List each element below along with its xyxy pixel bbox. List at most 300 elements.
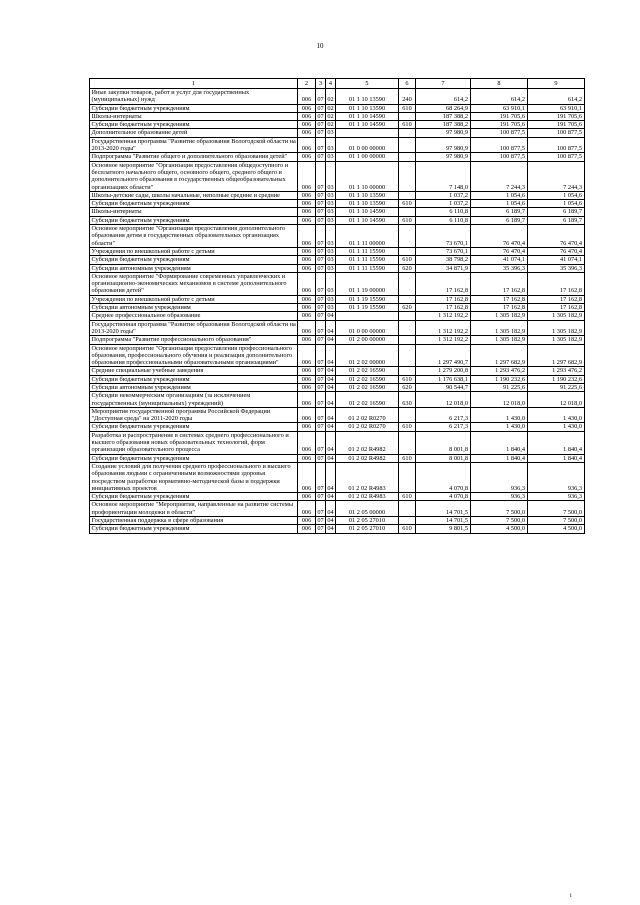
header-cell: 6	[399, 79, 416, 89]
amount-year2-cell: 100 877,5	[471, 153, 528, 161]
target-article-cell: 01 1 10 00000	[336, 161, 399, 191]
section-code-cell: 07	[317, 200, 324, 208]
item-name-cell: Субсидии бюджетным учреждениям	[90, 423, 298, 431]
table-row	[90, 104, 585, 112]
item-name-cell: Субсидии бюджетным учреждениям	[90, 525, 298, 533]
subsection-code-cell: 03	[327, 216, 334, 224]
item-name-cell: Субсидии автономным учреждениям	[90, 304, 298, 312]
section-code-cell: 07	[316, 320, 326, 336]
expense-type-cell	[399, 112, 416, 120]
target-article-cell: 01 2 02 R0270	[336, 423, 399, 431]
table-header-row	[90, 79, 585, 89]
section-code-cell: 07	[316, 89, 326, 105]
amount-year1-cell: 1 037,2	[416, 200, 471, 208]
amount-year2-cell: 1 305 182,9	[471, 312, 528, 320]
header-cell: 3	[316, 79, 326, 89]
target-article-cell: 01 2 05 27010	[336, 517, 399, 525]
expense-type-cell	[399, 191, 416, 199]
section-code-cell: 07	[316, 161, 326, 191]
expense-type-cell: 610	[399, 200, 416, 208]
amount-year2-cell: 1 054,6	[471, 191, 528, 199]
table-row	[90, 247, 585, 255]
amount-year3-cell: 7 500,0	[528, 501, 585, 517]
subsection-code-cell: 04	[327, 375, 334, 383]
table-row	[90, 525, 585, 533]
header-cell: 2	[298, 79, 316, 89]
admin-code-cell: 006	[298, 216, 316, 224]
expense-type-cell	[399, 320, 416, 336]
expense-type-cell: 610	[399, 454, 416, 462]
target-article-cell: 01 2 02 R4983	[336, 493, 399, 501]
subsection-code-cell: 04	[327, 312, 334, 320]
amount-year1-cell: 97 980,9	[416, 153, 471, 161]
admin-code-cell: 006	[298, 153, 316, 161]
item-name-cell: Государственная программа "Развитие образования Вологодской области на 2013-2020 годы"	[91, 320, 296, 335]
target-article-cell	[336, 312, 399, 320]
expense-type-cell: 610	[399, 121, 416, 129]
budget-table	[89, 78, 585, 534]
target-article-cell: 01 1 11 15590	[336, 247, 399, 255]
amount-year3-cell: 191 705,6	[528, 112, 585, 120]
item-name-cell: Основное мероприятие "Мероприятия, направленные на развитие системы профориентации молодежи в области"	[90, 501, 298, 517]
expense-type-cell	[399, 225, 416, 248]
amount-year2-cell: 1 054,6	[471, 200, 528, 208]
expense-type-cell: 610	[399, 493, 416, 501]
table-row	[90, 121, 585, 129]
table-row	[90, 264, 585, 272]
subsection-code-cell: 04	[327, 454, 334, 462]
amount-year1-cell: 68 264,9	[416, 104, 471, 112]
expense-type-cell	[399, 367, 416, 375]
amount-year3-cell: 17 162,8	[528, 304, 585, 312]
item-name-cell: Субсидии бюджетным учреждениям	[90, 454, 298, 462]
subsection-code-cell: 03	[326, 225, 336, 248]
admin-code-cell: 006	[298, 312, 316, 320]
item-name-cell: Субсидии бюджетным учреждениям	[90, 200, 298, 208]
header-cell: 8	[471, 79, 528, 89]
admin-code-cell: 006	[298, 431, 316, 454]
admin-code-cell: 006	[298, 367, 316, 375]
table-row	[90, 367, 585, 375]
subsection-code-cell: 04	[327, 517, 334, 525]
amount-year2-cell: 936,3	[471, 462, 528, 492]
section-code-cell: 07	[317, 525, 324, 533]
amount-year1-cell: 73 670,1	[416, 247, 471, 255]
expense-type-cell	[399, 137, 416, 153]
amount-year2-cell: 91 225,6	[471, 383, 528, 391]
table-row	[90, 431, 585, 454]
table-row	[90, 383, 585, 391]
admin-code-cell: 006	[298, 200, 316, 208]
section-code-cell: 07	[317, 216, 324, 224]
table-row	[90, 129, 585, 137]
amount-year1-cell: 1 312 192,2	[416, 312, 471, 320]
target-article-cell: 01 1 10 14590	[336, 112, 399, 120]
amount-year3-cell: 7 244,3	[528, 161, 585, 191]
amount-year1-cell: 90 544,7	[416, 383, 471, 391]
amount-year3-cell: 1 190 232,6	[528, 375, 585, 383]
amount-year3-cell: 1 430,0	[528, 407, 585, 423]
item-name-cell: Мероприятия государственной программы Российской Федерации "Доступная среда" на 2011-2020 годы	[90, 407, 298, 423]
admin-code-cell: 006	[298, 161, 316, 191]
amount-year2-cell: 7 500,0	[471, 517, 528, 525]
table-row	[90, 216, 585, 224]
section-code-cell: 07	[317, 383, 324, 391]
amount-year2-cell: 35 396,3	[471, 264, 528, 272]
table-row	[90, 493, 585, 501]
table-row	[90, 89, 585, 105]
item-name-cell: Субсидии бюджетным учреждениям	[90, 104, 298, 112]
header-cell: 7	[416, 79, 471, 89]
expense-type-cell	[399, 247, 416, 255]
section-code-cell: 07	[317, 153, 324, 161]
amount-year3-cell: 91 225,6	[528, 383, 585, 391]
amount-year1-cell: 8 001,8	[416, 454, 471, 462]
section-code-cell: 07	[316, 137, 326, 153]
amount-year3-cell: 100 877,5	[528, 129, 585, 137]
amount-year1-cell: 6 110,8	[416, 208, 471, 216]
table-row	[90, 112, 585, 120]
amount-year2-cell: 1 430,0	[471, 423, 528, 431]
amount-year3-cell: 35 396,3	[528, 264, 585, 272]
amount-year2-cell: 1 305 182,9	[471, 336, 528, 344]
amount-year2-cell: 1 305 182,9	[471, 320, 528, 336]
admin-code-cell: 006	[298, 336, 316, 344]
expense-type-cell	[399, 336, 416, 344]
amount-year3-cell: 936,3	[528, 493, 585, 501]
target-article-cell: 01 2 00 00000	[336, 336, 399, 344]
target-article-cell: 01 1 10 13590	[336, 191, 399, 199]
expense-type-cell	[399, 407, 416, 423]
header-cell: 1	[90, 79, 298, 89]
section-code-cell: 07	[317, 256, 324, 264]
amount-year2-cell: 76 470,4	[471, 225, 528, 248]
amount-year1-cell: 8 001,8	[416, 431, 471, 454]
item-name-cell: Создание условий для получения среднего профессионального и высшего образования людьми с ограниченными возможностями здоровья посредством разработки нормативно-методической базы и поддержки инициативных проектов	[90, 462, 298, 492]
item-name-cell: Субсидии бюджетным учреждениям	[90, 375, 298, 383]
section-code-cell: 07	[317, 423, 324, 431]
amount-year1-cell: 73 670,1	[416, 225, 471, 248]
target-article-cell: 01 2 02 16590	[336, 383, 399, 391]
amount-year1-cell: 614,2	[416, 89, 471, 105]
target-article-cell: 01 1 10 14590	[336, 216, 399, 224]
expense-type-cell: 610	[399, 216, 416, 224]
expense-type-cell: 610	[399, 525, 416, 533]
table-row	[90, 423, 585, 431]
subsection-code-cell: 03	[326, 161, 336, 191]
target-article-cell: 01 1 19 15590	[336, 295, 399, 303]
target-article-cell: 01 1 11 00000	[336, 225, 399, 248]
amount-year1-cell: 1 279 200,8	[416, 367, 471, 375]
expense-type-cell	[399, 462, 416, 492]
section-code-cell: 07	[317, 112, 324, 120]
subsection-code-cell: 04	[327, 493, 334, 501]
table-row	[90, 295, 585, 303]
expense-type-cell	[399, 295, 416, 303]
amount-year2-cell: 17 162,8	[471, 295, 528, 303]
item-name-cell: Субсидии бюджетным учреждениям	[90, 121, 298, 129]
item-name-cell: Субсидии автономным учреждениям	[90, 264, 298, 272]
amount-year1-cell: 4 070,8	[416, 462, 471, 492]
expense-type-cell	[399, 208, 416, 216]
admin-code-cell: 006	[298, 392, 316, 408]
section-code-cell: 07	[316, 272, 326, 295]
table-row	[90, 200, 585, 208]
amount-year2-cell: 614,2	[471, 89, 528, 105]
section-code-cell: 07	[317, 295, 324, 303]
amount-year3-cell: 7 500,0	[528, 517, 585, 525]
item-name-cell: Основное мероприятие "Организация предоставления общедоступного и бесплатного начального общего, основного общего, среднего общего и дополнительного образования в государственных общеобразовательных организациях области"	[90, 161, 298, 191]
amount-year1-cell: 14 701,5	[416, 501, 471, 517]
target-article-cell: 01 1 10 14590	[336, 121, 399, 129]
admin-code-cell: 006	[298, 272, 316, 295]
section-code-cell: 07	[316, 344, 326, 367]
admin-code-cell: 006	[298, 225, 316, 248]
target-article-cell: 01 1 19 00000	[336, 272, 399, 295]
section-code-cell: 07	[317, 375, 324, 383]
table-row	[90, 392, 585, 408]
amount-year1-cell: 38 798,2	[416, 256, 471, 264]
amount-year2-cell: 1 293 476,2	[471, 367, 528, 375]
target-article-cell: 01 1 10 13590	[336, 89, 399, 105]
admin-code-cell: 006	[298, 256, 316, 264]
subsection-code-cell: 03	[327, 264, 334, 272]
amount-year1-cell: 6 217,3	[416, 407, 471, 423]
section-code-cell: 07	[316, 392, 326, 408]
amount-year1-cell: 6 110,8	[416, 216, 471, 224]
amount-year1-cell: 97 980,9	[416, 129, 471, 137]
amount-year2-cell: 1 840,4	[471, 454, 528, 462]
table-row	[90, 256, 585, 264]
amount-year2-cell: 936,3	[471, 493, 528, 501]
expense-type-cell: 610	[399, 375, 416, 383]
target-article-cell: 01 1 19 15590	[336, 304, 399, 312]
item-name-cell: Средние специальные учебные заведения	[90, 367, 298, 375]
amount-year3-cell: 614,2	[528, 89, 585, 105]
item-name-cell: Основное мероприятие "Организация предоставления профессионального образования, профессионального обучения и реализация дополнительного образования профессиональными образовательными организациями"	[90, 344, 298, 367]
target-article-cell: 01 2 02 R4983	[336, 462, 399, 492]
amount-year2-cell: 17 162,8	[471, 304, 528, 312]
admin-code-cell: 006	[298, 525, 316, 533]
admin-code-cell: 006	[298, 375, 316, 383]
expense-type-cell: 610	[399, 423, 416, 431]
item-name-cell: Разработка и распространение в системах среднего профессионального и высшего образования новых образовательных технологий, форм организации образовательного процесса	[90, 431, 298, 454]
amount-year3-cell: 1 305 182,9	[528, 336, 585, 344]
amount-year3-cell: 76 470,4	[528, 247, 585, 255]
amount-year3-cell: 41 074,1	[528, 256, 585, 264]
item-name-cell: Субсидии некоммерческим организациям (за исключением государственных (муниципальных) учреждений)	[90, 392, 298, 408]
header-cell: 9	[528, 79, 585, 89]
table-row	[90, 501, 585, 517]
subsection-code-cell: 04	[327, 525, 334, 533]
amount-year2-cell: 7 244,3	[471, 161, 528, 191]
subsection-code-cell: 04	[326, 501, 336, 517]
item-name-cell: Школы-интернаты	[90, 112, 298, 120]
target-article-cell: 01 2 02 16590	[336, 375, 399, 383]
item-name-cell: Субсидии автономным учреждениям	[90, 383, 298, 391]
amount-year1-cell: 1 312 192,2	[416, 336, 471, 344]
subsection-code-cell: 02	[327, 112, 334, 120]
amount-year2-cell: 63 910,1	[471, 104, 528, 112]
admin-code-cell: 006	[298, 517, 316, 525]
item-name-cell: Подпрограмма "Развитие общего и дополнительного образования детей"	[90, 153, 298, 161]
amount-year1-cell: 12 018,0	[416, 392, 471, 408]
amount-year3-cell: 936,3	[528, 462, 585, 492]
table-row	[90, 375, 585, 383]
subsection-code-cell: 03	[326, 137, 336, 153]
subsection-code-cell: 04	[327, 336, 334, 344]
subsection-code-cell: 03	[327, 304, 334, 312]
amount-year2-cell: 191 705,6	[471, 121, 528, 129]
expense-type-cell: 620	[399, 264, 416, 272]
target-article-cell: 01 1 11 15590	[336, 256, 399, 264]
amount-year3-cell: 1 840,4	[528, 454, 585, 462]
amount-year1-cell: 14 701,5	[416, 517, 471, 525]
amount-year2-cell: 41 074,1	[471, 256, 528, 264]
page-number: 10	[316, 42, 324, 50]
amount-year3-cell: 17 162,8	[528, 272, 585, 295]
admin-code-cell: 006	[298, 454, 316, 462]
section-code-cell: 07	[317, 517, 324, 525]
amount-year2-cell: 12 018,0	[471, 392, 528, 408]
section-code-cell: 07	[317, 129, 324, 137]
admin-code-cell: 006	[298, 304, 316, 312]
admin-code-cell: 006	[298, 344, 316, 367]
amount-year3-cell: 1 054,6	[528, 200, 585, 208]
table-row	[90, 153, 585, 161]
expense-type-cell	[399, 272, 416, 295]
table-row	[90, 304, 585, 312]
item-name-cell: Среднее профессиональное образование	[90, 312, 298, 320]
section-code-cell: 07	[317, 121, 324, 129]
amount-year3-cell: 6 189,7	[528, 216, 585, 224]
section-code-cell: 07	[316, 501, 326, 517]
subsection-code-cell: 04	[326, 344, 336, 367]
section-code-cell: 07	[317, 312, 324, 320]
target-article-cell: 01 2 02 R4982	[336, 431, 399, 454]
section-code-cell: 07	[317, 336, 324, 344]
admin-code-cell: 006	[298, 295, 316, 303]
amount-year1-cell: 17 162,8	[416, 304, 471, 312]
subsection-code-cell: 03	[327, 295, 334, 303]
section-code-cell: 07	[316, 431, 326, 454]
subsection-code-cell: 04	[326, 431, 336, 454]
amount-year1-cell: 4 070,8	[416, 493, 471, 501]
item-name-cell: Иные закупки товаров, работ и услуг для государственных (муниципальных) нужд	[90, 89, 298, 105]
item-name-cell: Школы-детские сады, школы начальные, неполные средние и средние	[90, 191, 298, 199]
expense-type-cell	[399, 517, 416, 525]
subsection-code-cell: 04	[326, 320, 336, 336]
expense-type-cell	[399, 312, 416, 320]
target-article-cell: 01 2 02 R4982	[336, 454, 399, 462]
expense-type-cell: 630	[399, 392, 416, 408]
item-name-cell: Субсидии бюджетным учреждениям	[90, 493, 298, 501]
item-name-cell: Учреждения по внешкольной работе с детьми	[90, 247, 298, 255]
section-code-cell: 07	[317, 264, 324, 272]
admin-code-cell: 006	[298, 121, 316, 129]
amount-year3-cell: 1 054,6	[528, 191, 585, 199]
section-code-cell: 07	[317, 493, 324, 501]
item-name-cell: Дополнительное образование детей	[90, 129, 298, 137]
subsection-code-cell: 03	[327, 256, 334, 264]
table-row	[90, 161, 585, 191]
target-article-cell: 01 1 00 00000	[336, 153, 399, 161]
amount-year2-cell: 17 162,8	[471, 272, 528, 295]
section-code-cell: 07	[317, 304, 324, 312]
expense-type-cell	[399, 431, 416, 454]
amount-year3-cell: 1 305 182,9	[528, 320, 585, 336]
section-code-cell: 07	[316, 225, 326, 248]
section-code-cell: 07	[317, 247, 324, 255]
table-row	[90, 336, 585, 344]
admin-code-cell: 006	[298, 501, 316, 517]
amount-year2-cell: 6 189,7	[471, 216, 528, 224]
subsection-code-cell: 03	[327, 200, 334, 208]
subsection-code-cell: 03	[327, 208, 334, 216]
item-name-cell: Основное мероприятие "Организация предоставления дополнительного образования детям в государственных образовательных организациях области"	[90, 225, 298, 248]
expense-type-cell	[399, 153, 416, 161]
section-code-cell: 07	[317, 367, 324, 375]
subsection-code-cell: 03	[327, 247, 334, 255]
admin-code-cell: 006	[298, 104, 316, 112]
item-name-cell: Субсидии бюджетным учреждениям	[90, 256, 298, 264]
table-row	[90, 344, 585, 367]
table-row	[90, 191, 585, 199]
target-article-cell: 01 1 10 13590	[336, 200, 399, 208]
target-article-cell: 01 2 02 00000	[336, 344, 399, 367]
target-article-cell: 01 1 11 15590	[336, 264, 399, 272]
amount-year3-cell: 100 877,5	[528, 153, 585, 161]
subsection-code-cell: 02	[327, 121, 334, 129]
target-article-cell: 01 0 00 00000	[336, 320, 399, 336]
corner-mark: i	[570, 893, 572, 899]
amount-year1-cell: 17 162,8	[416, 295, 471, 303]
subsection-code-cell: 04	[326, 462, 336, 492]
amount-year2-cell: 6 189,7	[471, 208, 528, 216]
item-name-cell: Государственная поддержка в сфере образования	[90, 517, 298, 525]
amount-year3-cell: 191 705,6	[528, 121, 585, 129]
amount-year2-cell: 100 877,5	[471, 129, 528, 137]
admin-code-cell: 006	[298, 137, 316, 153]
admin-code-cell: 006	[298, 89, 316, 105]
target-article-cell: 01 1 10 13590	[336, 104, 399, 112]
item-name-cell: Основное мероприятие "Формирование современных управленческих и организационно-экономических механизмов в системе дополнительного образования детей"	[90, 272, 298, 295]
target-article-cell	[336, 129, 399, 137]
table-row	[90, 407, 585, 423]
target-article-cell: 01 2 02 R0270	[336, 407, 399, 423]
table-row	[90, 454, 585, 462]
amount-year3-cell: 76 470,4	[528, 225, 585, 248]
expense-type-cell: 620	[399, 304, 416, 312]
admin-code-cell: 006	[298, 383, 316, 391]
amount-year3-cell: 6 189,7	[528, 208, 585, 216]
admin-code-cell: 006	[298, 423, 316, 431]
table-row	[90, 137, 585, 153]
expense-type-cell	[399, 129, 416, 137]
amount-year3-cell: 12 018,0	[528, 392, 585, 408]
amount-year3-cell: 100 877,5	[528, 137, 585, 153]
table-row	[90, 225, 585, 248]
amount-year3-cell: 1 297 682,9	[528, 344, 585, 367]
amount-year1-cell: 1 297 490,7	[416, 344, 471, 367]
amount-year2-cell: 100 877,5	[471, 137, 528, 153]
expense-type-cell: 240	[399, 89, 416, 105]
table-row	[90, 320, 585, 336]
item-name-cell: Подпрограмма "Развитие профессионального образования"	[90, 336, 298, 344]
section-code-cell: 07	[317, 454, 324, 462]
amount-year1-cell: 17 162,8	[416, 272, 471, 295]
amount-year1-cell: 6 217,3	[416, 423, 471, 431]
